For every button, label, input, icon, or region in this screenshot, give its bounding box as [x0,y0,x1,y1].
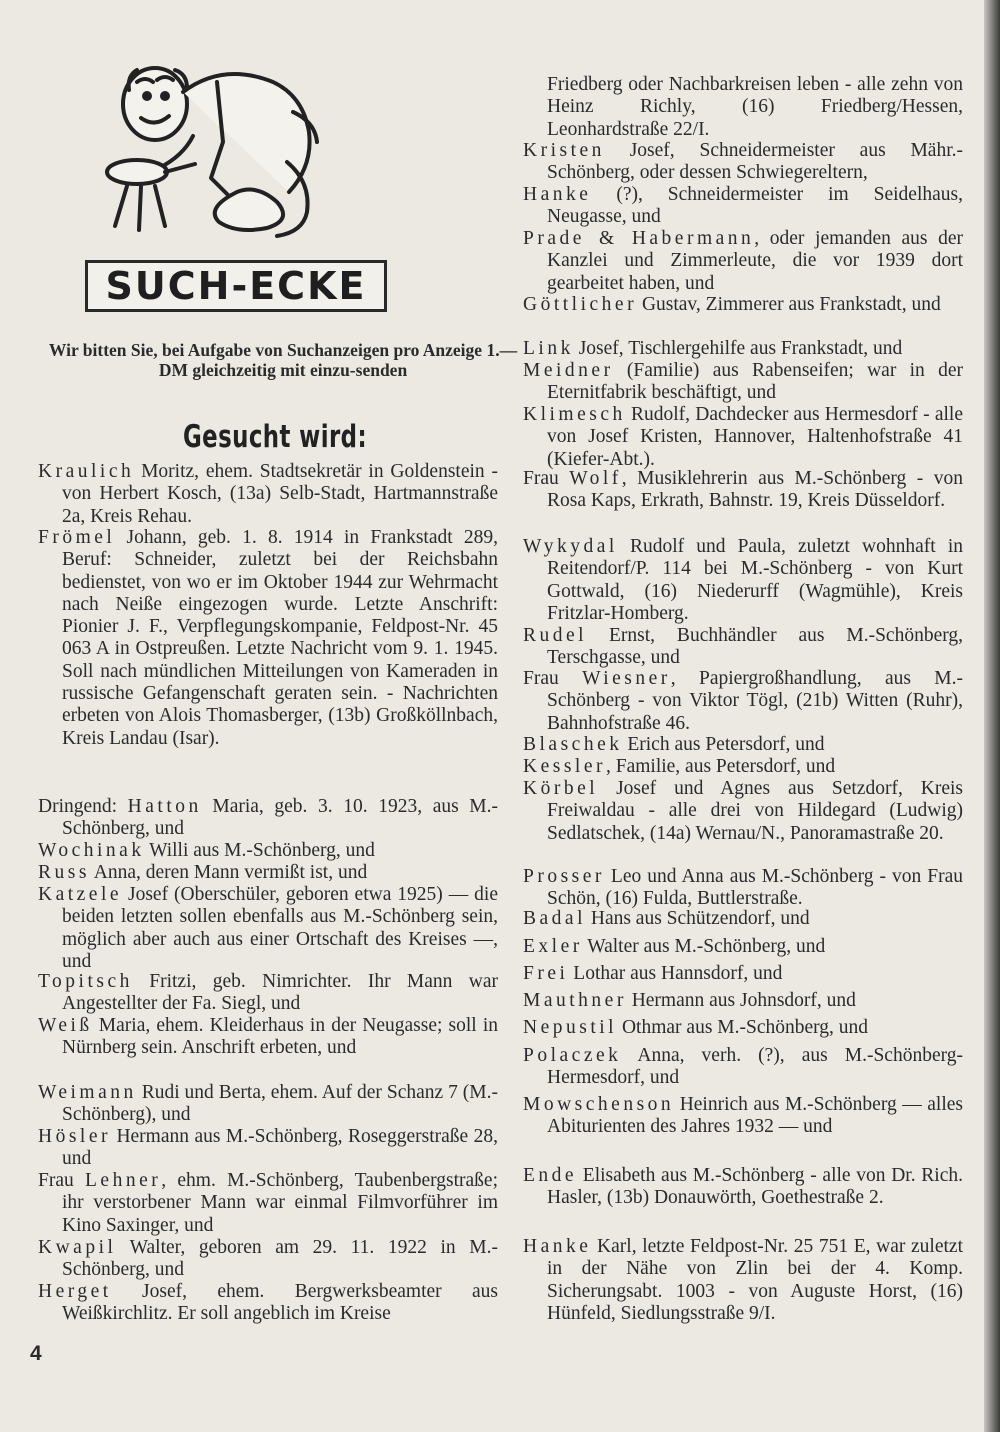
search-entry: Prade & Habermann, oder jemanden aus der Kanzlei und Zimmerleute, die vor 1939 dort gearbeitet haben, und [523,228,963,294]
such-ecke-logo [85,52,435,308]
search-entry: Kessler, Familie, aus Petersdorf, und [523,756,836,777]
search-entry: Polaczek Anna, verh. (?), aus M.-Schönberg-Hermesdorf, und [523,1045,963,1089]
search-entry: Kristen Josef, Schneidermeister aus Mähr.-Schönberg, oder dessen Schwiegereltern, [523,140,963,184]
search-entry: Weiß Maria, ehem. Kleiderhaus in der Neugasse; soll in Nürnberg sein. Anschrift erbeten, und [38,1015,498,1059]
search-entry: Friedberg oder Nachbarkreisen leben - alle zehn von Heinz Richly, (16) Friedberg/Hessen, Leonhardstraße 22/I. [547,74,963,140]
page-number: 4 [30,1342,42,1365]
search-entry: Topitsch Fritzi, geb. Nimrichter. Ihr Mann war Angestellter der Fa. Siegl, und [38,971,498,1015]
search-entry: Frei Lothar aus Hannsdorf, und [523,963,783,984]
section-heading: Gesucht wird: [182,419,368,455]
search-entry: Russ Anna, deren Mann vermißt ist, und [38,862,368,883]
search-entry: Frau Wolf, Musiklehrerin aus M.-Schönberg - von Rosa Kaps, Erkrath, Bahnstr. 19, Kreis Düsseldorf. [523,468,964,512]
search-entry: Hanke Karl, letzte Feldpost-Nr. 25 751 E, war zuletzt in der Nähe von Zlin bei der 4. Komp. Sicherungsabt. 1003 - von Auguste Horst, (16) Hünfeld, Siedlungsstraße 9/I. [523,1236,963,1324]
search-entry: Wykydal Rudolf und Paula, zuletzt wohnhaft in Reitendorf/P. 114 bei M.-Schönberg - von Kurt Gottwald, (16) Niederurff (Wagmühle), Kreis Fritzlar-Homberg. [523,536,963,624]
fee-notice: Wir bitten Sie, bei Aufgabe von Suchanzeigen pro Anzeige 1.— DM gleichzeitig mit einzu-senden [48,340,518,380]
search-entry: Frau Lehner, ehm. M.-Schönberg, Taubenbergstraße; ihr verstorbener Mann war einmal Filmvorführer im Kino Saxinger, und [38,1170,499,1236]
search-entry: Katzele Josef (Oberschüler, geboren etwa 1925) — die beiden letzten sollen ebenfalls aus M.-Schönberg sein, möglich aber auch aus einer Ortschaft des Kreises —, und [38,884,498,972]
search-entry: Meidner (Familie) aus Rabenseifen; war in der Eternitfabrik beschäftigt, und [523,360,963,404]
search-entry: Göttlicher Gustav, Zimmerer aus Frankstadt, und [523,294,941,315]
search-entry: Rudel Ernst, Buchhändler aus M.-Schönberg, Terschgasse, und [523,625,963,669]
search-entry: Link Josef, Tischlergehilfe aus Frankstadt, und [523,338,903,359]
search-entry: Blaschek Erich aus Petersdorf, und [523,734,825,755]
searching-man-illustration [97,52,337,252]
search-entry: Prosser Leo und Anna aus M.-Schönberg - von Frau Schön, (16) Fulda, Buttlerstraße. [523,866,963,910]
search-entry: Kwapil Walter, geboren am 29. 11. 1922 in M.-Schönberg, und [38,1237,498,1281]
such-ecke-title: SUCH-ECKE [105,264,367,308]
such-ecke-title-box [85,260,387,312]
search-entry: Exler Walter aus M.-Schönberg, und [523,936,826,957]
search-entry: Frau Wiesner, Papiergroßhandlung, aus M.-Schönberg - von Viktor Tögl, (21b) Witten (Ruhr), Bahnhofstraße 46. [523,668,963,734]
search-entry: Ende Elisabeth aus M.-Schönberg - alle von Dr. Rich. Hasler, (13b) Donauwörth, Goethestraße 2. [523,1165,963,1209]
search-entry: Nepustil Othmar aus M.-Schönberg, und [523,1017,869,1038]
search-entry: Körbel Josef und Agnes aus Setzdorf, Kreis Freiwaldau - alle drei von Hildegard (Ludwig) Sedlatschek, (14a) Wernau/N., Panoramastraße 20. [523,778,963,844]
search-entry: Herget Josef, ehem. Bergwerksbeamter aus Weißkirchlitz. Er soll angeblich im Kreise [38,1281,498,1325]
search-entry: Frömel Johann, geb. 1. 8. 1914 in Frankstadt 289, Beruf: Schneider, zuletzt bei der Reichsbahn bedienstet, von wo er im Oktober 1944 zur Wehrmacht nach Neiße eingezogen wurde. Letzte Anschrift: Pionier J. F., Verpflegungskompanie, Feldpost-Nr. 45 063 A in Ostpreußen. Letzte Nachricht vom 9. 1. 1945. Soll nach mündlichen Mitteilungen von Kameraden in russische Gefangenschaft geraten sein. - Nachrichten erbeten von Alois Thomasberger, (13b) Großköllnbach, Kreis Landau (Isar). [38,527,498,749]
search-entry: Mowschenson Heinrich aus M.-Schönberg — alles Abiturienten des Jahres 1932 — und [523,1094,963,1138]
search-entry: Weimann Rudi und Berta, ehem. Auf der Schanz 7 (M.-Schönberg), und [38,1082,498,1126]
search-entry: Kraulich Moritz, ehem. Stadtsekretär in Goldenstein - von Herbert Kosch, (13a) Selb-Stadt, Hartmannstraße 2a, Kreis Rehau. [38,461,498,527]
search-entry: Dringend: Hatton Maria, geb. 3. 10. 1923, aus M.-Schönberg, und [38,796,498,840]
page-edge-shadow [984,0,1000,1432]
search-entry: Klimesch Rudolf, Dachdecker aus Hermesdorf - alle von Josef Kristen, Hannover, Haltenhofstraße 41 (Kiefer-Abt.). [523,404,963,470]
search-entry: Hanke (?), Schneidermeister im Seidelhaus, Neugasse, und [523,184,963,228]
search-entry: Badal Hans aus Schützendorf, und [523,908,810,929]
search-entry: Wochinak Willi aus M.-Schönberg, und [38,840,375,861]
search-entry: Mauthner Hermann aus Johnsdorf, und [523,990,856,1011]
search-entry: Hösler Hermann aus M.-Schönberg, Roseggerstraße 28, und [38,1126,498,1170]
